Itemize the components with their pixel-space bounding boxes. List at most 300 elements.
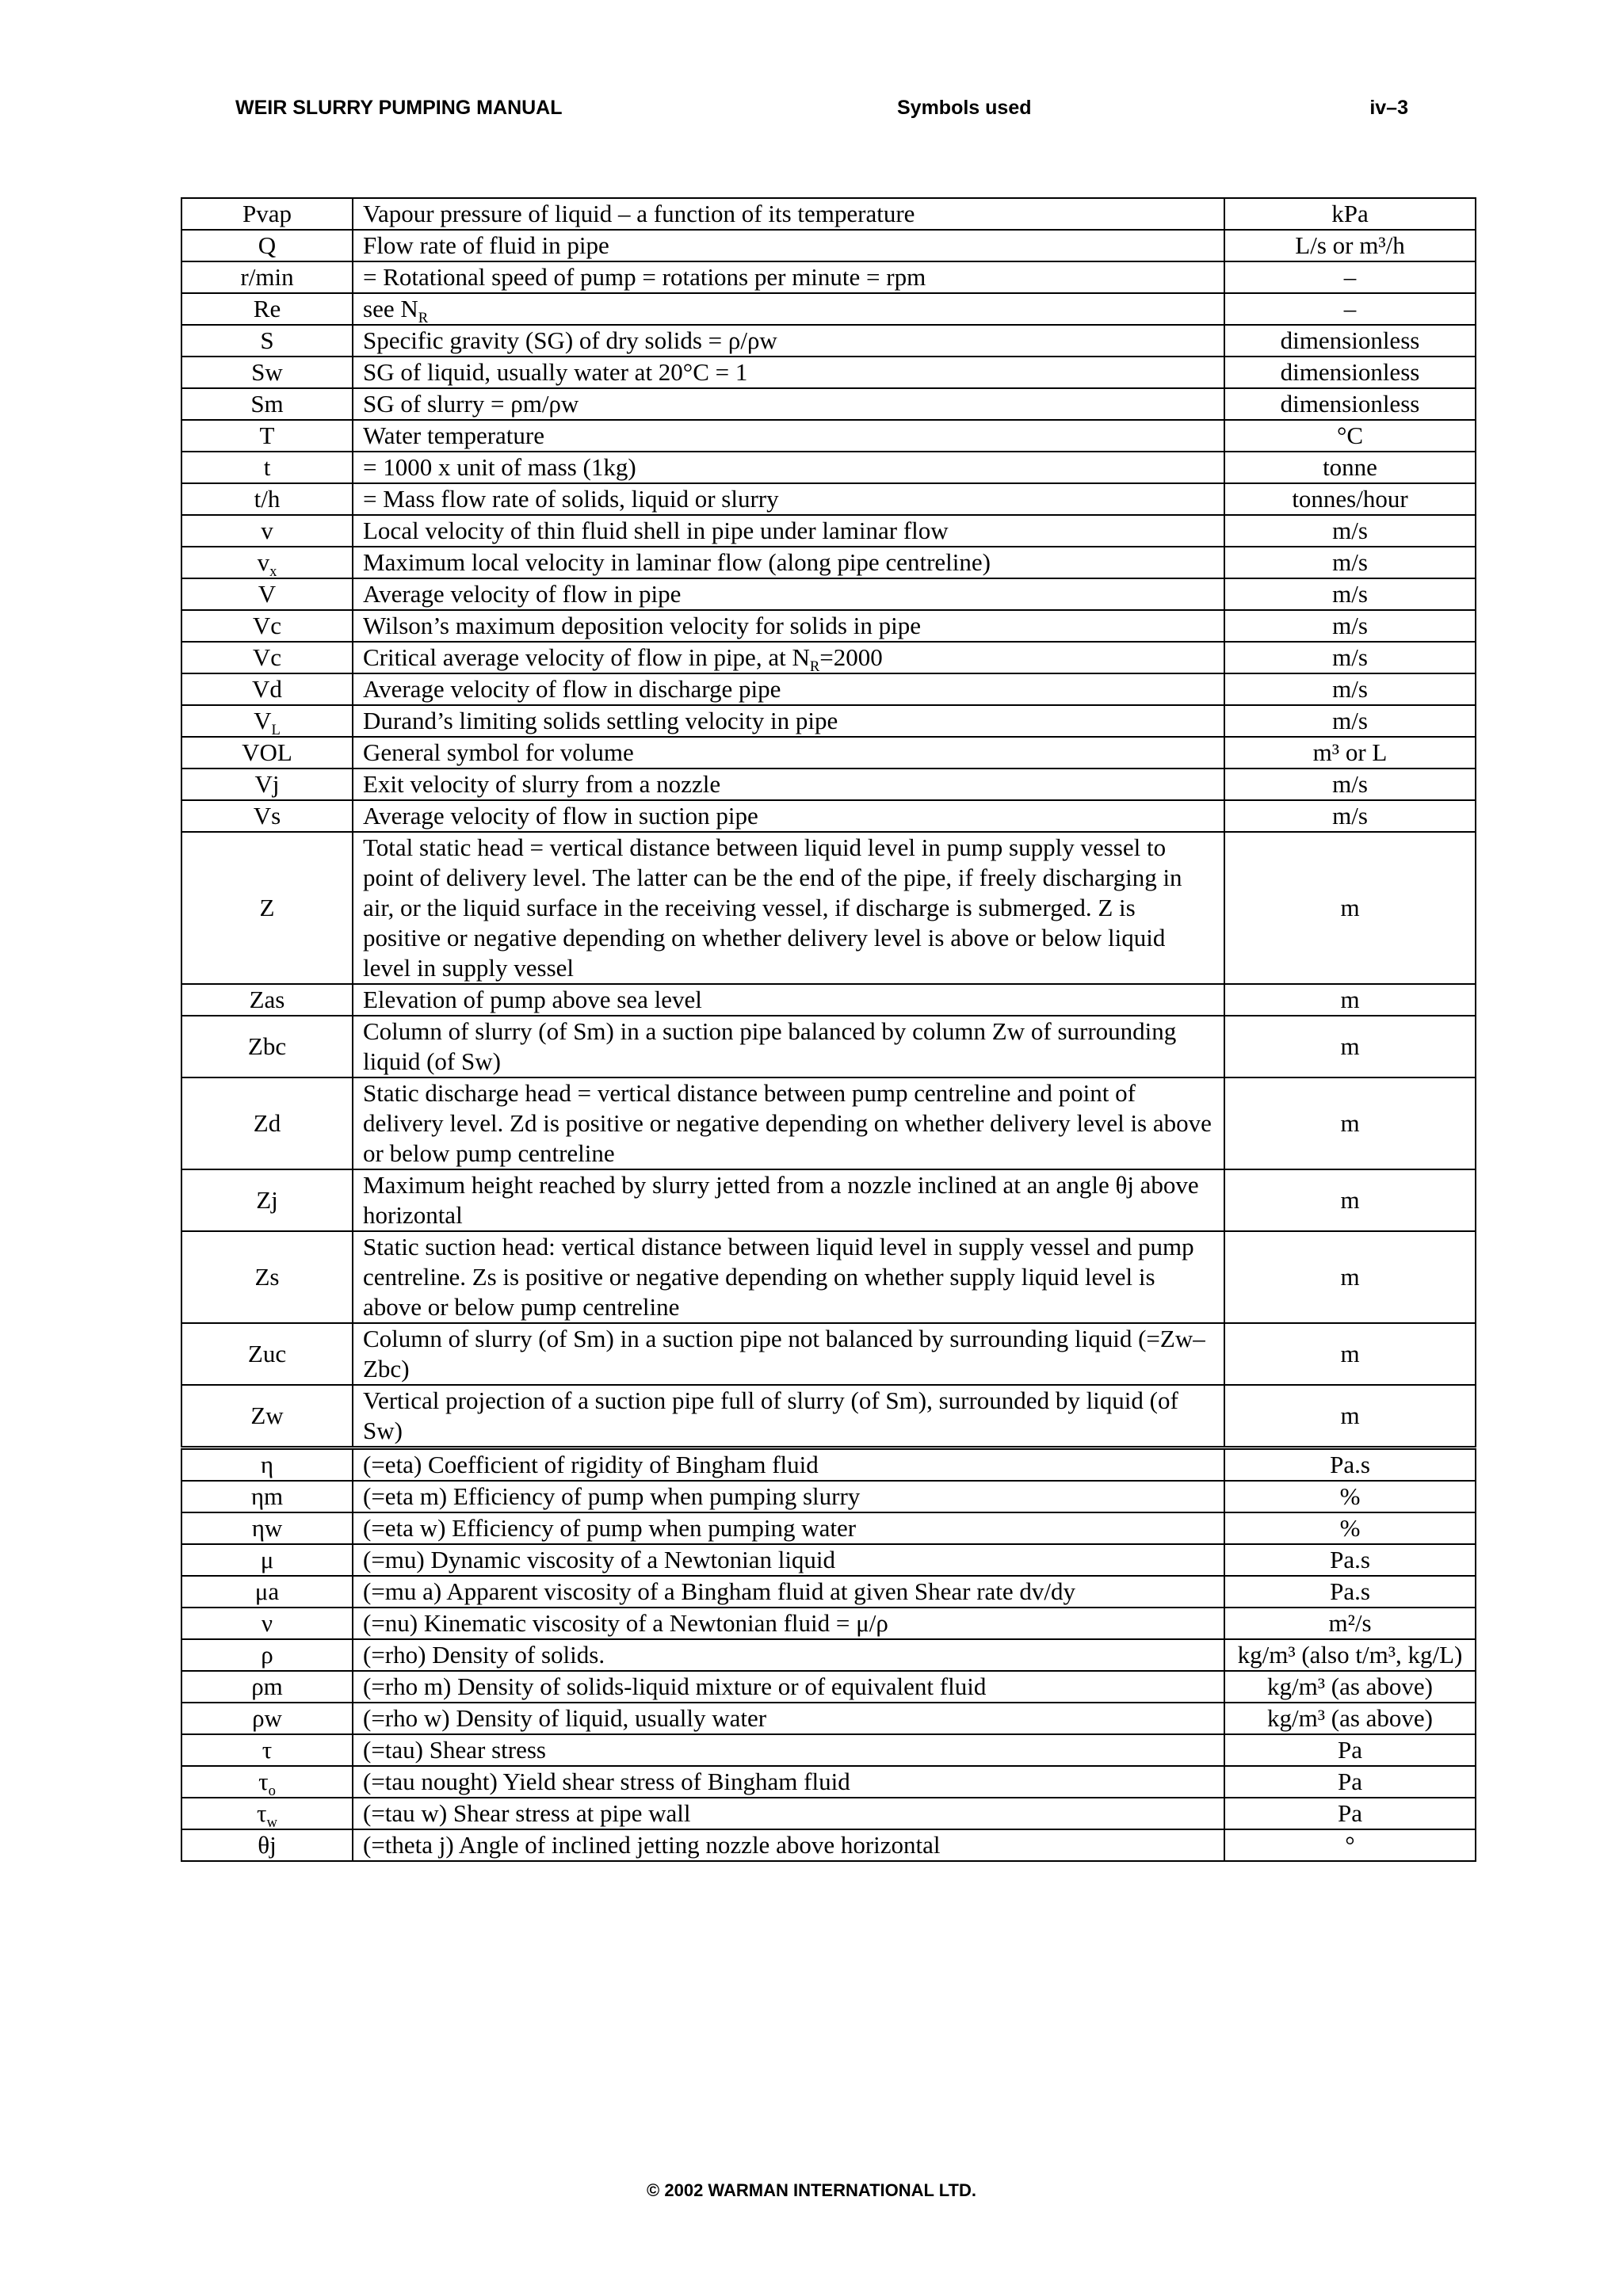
symbol-text: μa — [254, 1577, 280, 1605]
description-cell — [353, 737, 1224, 769]
description-text: Specific gravity (SG) of dry solids = ρ/ρw — [363, 326, 777, 354]
copyright-footer: © 2002 WARMAN INTERNATIONAL LTD. — [647, 2180, 976, 2200]
manual-title: WEIR SLURRY PUMPING MANUAL — [235, 97, 563, 119]
unit-cell — [1224, 705, 1476, 737]
unit-cell — [1224, 420, 1476, 452]
description-text: (=tau w) Shear stress at pipe wall — [363, 1799, 691, 1827]
description-cell — [353, 1544, 1224, 1576]
symbol-text: Zs — [254, 1263, 280, 1291]
symbol-cell — [181, 673, 353, 705]
unit-text: Pa.s — [1330, 1451, 1370, 1478]
symbol-subscript: w — [266, 1814, 277, 1832]
symbol-text: Sw — [251, 358, 283, 386]
symbol-cell — [181, 357, 353, 388]
symbol-text: τ — [258, 1768, 269, 1795]
symbol-text: Sm — [250, 390, 284, 418]
page-number: iv–3 — [1369, 97, 1408, 119]
symbol-cell — [181, 1016, 353, 1077]
unit-text: m — [1340, 1032, 1360, 1060]
unit-text: dimensionless — [1280, 390, 1420, 418]
symbol-text: ηm — [250, 1482, 284, 1510]
description-tail: =2000 — [819, 643, 883, 671]
symbol-text: τ — [257, 1799, 267, 1827]
unit-cell — [1224, 832, 1476, 984]
description-cell — [353, 642, 1224, 676]
description-cell — [353, 800, 1224, 832]
description-text: (=eta w) Efficiency of pump when pumping water — [363, 1514, 857, 1542]
symbol-text: V — [258, 580, 277, 608]
description-text: Column of slurry (of Sm) in a suction pipe balanced by column Zw of surrounding liquid (of Sw) — [363, 1017, 1177, 1075]
table-row — [181, 1703, 1476, 1734]
unit-text: m/s — [1332, 643, 1368, 671]
description-text: Critical average velocity of flow in pipe, at N — [363, 643, 810, 671]
description-cell — [353, 388, 1224, 420]
description-text: Average velocity of flow in pipe — [363, 580, 682, 608]
unit-text: Pa — [1338, 1768, 1362, 1795]
symbol-text: Z — [259, 894, 275, 921]
unit-text: Pa — [1338, 1799, 1362, 1827]
symbol-cell — [181, 261, 353, 293]
symbol-cell — [181, 578, 353, 610]
table-row — [181, 1544, 1476, 1576]
description-cell — [353, 673, 1224, 705]
symbol-cell — [181, 198, 353, 230]
description-text: Vertical projection of a suction pipe full of slurry (of Sm), surrounded by liquid (of Sw) — [363, 1386, 1178, 1444]
symbol-cell — [181, 1481, 353, 1512]
symbol-text: η — [260, 1451, 274, 1478]
unit-cell — [1224, 1734, 1476, 1766]
table-row — [181, 1671, 1476, 1703]
table-row — [181, 452, 1476, 483]
description-cell — [353, 832, 1224, 984]
symbol-cell — [181, 388, 353, 420]
symbol-text: Zd — [253, 1109, 281, 1137]
description-text: = Rotational speed of pump = rotations per minute = rpm — [363, 263, 926, 291]
description-cell — [353, 1231, 1224, 1323]
unit-text: m — [1340, 1263, 1360, 1291]
symbol-text: v — [257, 548, 270, 576]
description-cell — [353, 1323, 1224, 1385]
unit-text: Pa.s — [1330, 1546, 1370, 1573]
section-title: Symbols used — [897, 97, 1032, 119]
description-text: Elevation of pump above sea level — [363, 986, 702, 1013]
symbol-cell — [181, 547, 353, 581]
description-text: see N — [363, 295, 418, 322]
unit-cell — [1224, 642, 1476, 673]
symbol-text: t/h — [254, 485, 281, 513]
symbol-text: Zw — [250, 1402, 284, 1429]
unit-cell — [1224, 1671, 1476, 1703]
symbol-cell — [181, 1385, 353, 1448]
table-row — [181, 483, 1476, 515]
description-text: Column of slurry (of Sm) in a suction pipe not balanced by surrounding liquid (=Zw–Zbc) — [363, 1325, 1205, 1383]
table-row — [181, 1323, 1476, 1385]
symbol-text: Zj — [256, 1186, 278, 1214]
unit-cell — [1224, 1544, 1476, 1576]
description-cell — [353, 198, 1224, 230]
symbol-cell — [181, 1169, 353, 1231]
description-text: Total static head = vertical distance between liquid level in pump supply vessel to point of delivery level. The latter can be the end of the pipe, if freely discharging in air, or the liquid surface in the receiving vessel, if discharge is submerged. Z is positive or negative depending on whether delivery level is above or below liquid level in supply vessel — [363, 833, 1182, 982]
description-text: Durand’s limiting solids settling velocity in pipe — [363, 707, 838, 734]
unit-cell — [1224, 984, 1476, 1016]
unit-cell — [1224, 1231, 1476, 1323]
symbol-cell — [181, 420, 353, 452]
symbol-cell — [181, 984, 353, 1016]
description-text: SG of liquid, usually water at 20°C = 1 — [363, 358, 748, 386]
symbol-cell — [181, 1231, 353, 1323]
symbol-cell — [181, 1703, 353, 1734]
unit-text: m/s — [1332, 802, 1368, 830]
unit-text: – — [1343, 295, 1357, 322]
description-cell — [353, 1576, 1224, 1608]
unit-cell — [1224, 261, 1476, 293]
table-row — [181, 769, 1476, 800]
symbol-cell — [181, 642, 353, 673]
unit-text: °C — [1336, 421, 1364, 449]
description-cell — [353, 705, 1224, 737]
table-row — [181, 1734, 1476, 1766]
unit-text: tonnes/hour — [1292, 485, 1408, 513]
description-cell — [353, 547, 1224, 578]
description-cell — [353, 357, 1224, 388]
description-text: Average velocity of flow in suction pipe — [363, 802, 758, 830]
table-row — [181, 832, 1476, 984]
symbol-cell — [181, 452, 353, 483]
table-row — [181, 198, 1476, 230]
description-text: Water temperature — [363, 421, 545, 449]
unit-text: dimensionless — [1280, 358, 1420, 386]
description-text: (=tau) Shear stress — [363, 1736, 546, 1764]
symbol-cell — [181, 1734, 353, 1766]
description-text: Static discharge head = vertical distance between pump centreline and point of delivery level. Zd is positive or negative depending on whether delivery level is above or below pump centreline — [363, 1079, 1212, 1167]
symbols-table-body — [181, 198, 1476, 1861]
unit-text: ° — [1345, 1831, 1355, 1859]
symbol-text: ρ — [261, 1641, 273, 1669]
unit-cell — [1224, 1481, 1476, 1512]
unit-text: L/s or m³/h — [1295, 231, 1405, 259]
unit-cell — [1224, 1448, 1476, 1482]
table-row — [181, 578, 1476, 610]
description-text: (=theta j) Angle of inclined jetting nozzle above horizontal — [363, 1831, 941, 1859]
description-text: Static suction head: vertical distance between liquid level in supply vessel and pump centreline. Zs is positive or negative depending on whether supply liquid level is above or below pump centreline — [363, 1233, 1194, 1321]
unit-cell — [1224, 483, 1476, 515]
unit-text: kg/m³ (as above) — [1266, 1704, 1433, 1732]
description-cell — [353, 1734, 1224, 1766]
symbol-cell — [181, 1766, 353, 1798]
unit-text: m/s — [1332, 548, 1368, 576]
description-cell — [353, 1766, 1224, 1798]
symbol-cell — [181, 325, 353, 357]
symbol-cell — [181, 832, 353, 984]
description-cell — [353, 483, 1224, 515]
unit-text: m — [1340, 1109, 1360, 1137]
unit-cell — [1224, 1323, 1476, 1385]
description-text: (=tau nought) Yield shear stress of Bingham fluid — [363, 1768, 850, 1795]
symbol-cell — [181, 1077, 353, 1169]
description-cell — [353, 420, 1224, 452]
symbol-cell — [181, 1639, 353, 1671]
unit-cell — [1224, 769, 1476, 800]
table-row — [181, 1169, 1476, 1231]
unit-text: kPa — [1331, 200, 1369, 227]
unit-cell — [1224, 1512, 1476, 1544]
table-row — [181, 420, 1476, 452]
description-text: Maximum local velocity in laminar flow (along pipe centreline) — [363, 548, 991, 576]
table-row — [181, 1385, 1476, 1448]
symbol-text: Zuc — [247, 1340, 287, 1367]
unit-cell — [1224, 1385, 1476, 1448]
unit-text: m/s — [1332, 580, 1368, 608]
table-row — [181, 642, 1476, 673]
table-row — [181, 1481, 1476, 1512]
unit-text: Pa — [1338, 1736, 1362, 1764]
symbol-text: Vj — [254, 770, 280, 798]
symbol-cell — [181, 705, 353, 737]
description-cell — [353, 1703, 1224, 1734]
description-text: Local velocity of thin fluid shell in pipe under laminar flow — [363, 517, 949, 544]
description-cell — [353, 1077, 1224, 1169]
description-text: (=nu) Kinematic viscosity of a Newtonian fluid = μ/ρ — [363, 1609, 888, 1637]
description-cell — [353, 1448, 1224, 1482]
unit-cell — [1224, 1576, 1476, 1608]
symbol-cell — [181, 737, 353, 769]
description-text: Flow rate of fluid in pipe — [363, 231, 609, 259]
symbol-text: ρm — [251, 1672, 283, 1700]
description-text: (=eta) Coefficient of rigidity of Bingham fluid — [363, 1451, 819, 1478]
table-row — [181, 705, 1476, 737]
symbol-cell — [181, 293, 353, 325]
unit-text: m³ or L — [1312, 738, 1388, 766]
table-row — [181, 1798, 1476, 1829]
description-cell — [353, 325, 1224, 357]
symbol-cell — [181, 483, 353, 515]
description-cell — [353, 1481, 1224, 1512]
symbol-text: τ — [262, 1736, 273, 1764]
description-subscript: R — [418, 310, 429, 327]
unit-text: kg/m³ (also t/m³, kg/L) — [1237, 1641, 1463, 1669]
table-row — [181, 1016, 1476, 1077]
unit-cell — [1224, 293, 1476, 325]
description-text: (=mu a) Apparent viscosity of a Bingham fluid at given Shear rate dv/dy — [363, 1577, 1076, 1605]
symbol-cell — [181, 230, 353, 261]
table-row — [181, 1512, 1476, 1544]
description-cell — [353, 1512, 1224, 1544]
description-text: (=rho) Density of solids. — [363, 1641, 605, 1669]
symbol-cell — [181, 1512, 353, 1544]
unit-cell — [1224, 1608, 1476, 1639]
description-cell — [353, 1829, 1224, 1861]
unit-cell — [1224, 230, 1476, 261]
description-cell — [353, 261, 1224, 293]
table-row — [181, 1077, 1476, 1169]
unit-cell — [1224, 737, 1476, 769]
symbol-cell — [181, 1448, 353, 1482]
unit-cell — [1224, 1077, 1476, 1169]
table-row — [181, 610, 1476, 642]
symbol-cell — [181, 1829, 353, 1861]
table-row — [181, 673, 1476, 705]
table-row — [181, 261, 1476, 293]
unit-cell — [1224, 357, 1476, 388]
symbol-cell — [181, 1798, 353, 1832]
description-subscript: R — [809, 658, 820, 676]
symbol-subscript: o — [268, 1783, 276, 1800]
table-row — [181, 547, 1476, 578]
symbol-cell — [181, 800, 353, 832]
unit-cell — [1224, 578, 1476, 610]
symbol-text: ρw — [252, 1704, 282, 1732]
table-row — [181, 800, 1476, 832]
table-row — [181, 325, 1476, 357]
unit-text: kg/m³ (as above) — [1266, 1672, 1433, 1700]
symbol-cell — [181, 1576, 353, 1608]
unit-text: m — [1340, 1402, 1360, 1429]
description-cell — [353, 1671, 1224, 1703]
unit-text: m/s — [1332, 612, 1368, 639]
table-row — [181, 357, 1476, 388]
unit-text: m/s — [1332, 517, 1368, 544]
symbol-cell — [181, 769, 353, 800]
description-text: (=mu) Dynamic viscosity of a Newtonian liquid — [363, 1546, 836, 1573]
table-row — [181, 1576, 1476, 1608]
symbol-text: μ — [260, 1546, 274, 1573]
description-cell — [353, 984, 1224, 1016]
unit-text: % — [1339, 1482, 1361, 1510]
symbol-text: T — [259, 421, 275, 449]
description-text: General symbol for volume — [363, 738, 634, 766]
table-row — [181, 1766, 1476, 1798]
symbol-subscript: x — [269, 563, 277, 581]
unit-text: m²/s — [1328, 1609, 1372, 1637]
unit-cell — [1224, 388, 1476, 420]
unit-text: dimensionless — [1280, 326, 1420, 354]
symbol-cell — [181, 1323, 353, 1385]
description-cell — [353, 230, 1224, 261]
table-row — [181, 1231, 1476, 1323]
symbol-cell — [181, 515, 353, 547]
unit-text: m/s — [1332, 770, 1368, 798]
unit-cell — [1224, 452, 1476, 483]
table-row — [181, 1639, 1476, 1671]
unit-cell — [1224, 325, 1476, 357]
description-cell — [353, 1169, 1224, 1231]
description-cell — [353, 293, 1224, 325]
description-cell — [353, 1385, 1224, 1448]
table-row — [181, 293, 1476, 325]
unit-cell — [1224, 610, 1476, 642]
description-cell — [353, 1608, 1224, 1639]
description-text: SG of slurry = ρm/ρw — [363, 390, 579, 418]
unit-cell — [1224, 1016, 1476, 1077]
symbol-text: v — [261, 517, 273, 544]
unit-cell — [1224, 1703, 1476, 1734]
symbol-text: t — [263, 453, 271, 481]
symbol-text: Zas — [249, 986, 285, 1013]
unit-text: % — [1339, 1514, 1361, 1542]
unit-cell — [1224, 1169, 1476, 1231]
unit-text: Pa.s — [1330, 1577, 1370, 1605]
description-cell — [353, 1639, 1224, 1671]
description-text: Exit velocity of slurry from a nozzle — [363, 770, 721, 798]
symbol-text: Re — [253, 295, 281, 322]
table-row — [181, 1829, 1476, 1861]
symbol-text: Vc — [252, 643, 282, 671]
table-row — [181, 388, 1476, 420]
symbol-text: S — [260, 326, 274, 354]
unit-cell — [1224, 800, 1476, 832]
symbol-text: VOL — [242, 738, 292, 766]
symbol-text: Zbc — [247, 1032, 287, 1060]
description-cell — [353, 1016, 1224, 1077]
symbol-text: θj — [258, 1831, 277, 1859]
description-text: Wilson’s maximum deposition velocity for solids in pipe — [363, 612, 921, 639]
table-row — [181, 1448, 1476, 1482]
unit-text: tonne — [1323, 453, 1377, 481]
symbol-text: r/min — [240, 263, 294, 291]
symbol-cell — [181, 1544, 353, 1576]
description-text: = 1000 x unit of mass (1kg) — [363, 453, 636, 481]
unit-cell — [1224, 515, 1476, 547]
description-text: Maximum height reached by slurry jetted from a nozzle inclined at an angle θj above horizontal — [363, 1171, 1199, 1229]
symbol-text: V — [254, 707, 272, 734]
symbol-text: ηw — [251, 1514, 283, 1542]
unit-cell — [1224, 547, 1476, 578]
unit-text: m — [1340, 894, 1360, 921]
symbol-cell — [181, 1671, 353, 1703]
description-text: (=rho m) Density of solids-liquid mixture or of equivalent fluid — [363, 1672, 987, 1700]
symbol-cell — [181, 1608, 353, 1639]
symbol-text: Q — [258, 231, 277, 259]
symbols-table — [181, 197, 1476, 1862]
table-row — [181, 230, 1476, 261]
symbol-cell — [181, 610, 353, 642]
unit-text: m — [1340, 1340, 1360, 1367]
unit-cell — [1224, 1639, 1476, 1671]
description-cell — [353, 578, 1224, 610]
unit-text: – — [1343, 263, 1357, 291]
symbol-text: ν — [261, 1609, 273, 1637]
page-header — [235, 97, 1408, 128]
description-cell — [353, 769, 1224, 800]
description-text: (=eta m) Efficiency of pump when pumping slurry — [363, 1482, 861, 1510]
description-text: = Mass flow rate of solids, liquid or slurry — [363, 485, 779, 513]
description-text: Average velocity of flow in discharge pipe — [363, 675, 781, 703]
symbol-text: Pvap — [242, 200, 292, 227]
description-cell — [353, 515, 1224, 547]
unit-text: m — [1340, 1186, 1360, 1214]
unit-cell — [1224, 673, 1476, 705]
description-text: Vapour pressure of liquid – a function of its temperature — [363, 200, 915, 227]
description-cell — [353, 610, 1224, 642]
description-cell — [353, 1798, 1224, 1829]
table-row — [181, 984, 1476, 1016]
description-text: (=rho w) Density of liquid, usually water — [363, 1704, 767, 1732]
symbol-subscript: L — [271, 722, 281, 739]
unit-text: m/s — [1332, 707, 1368, 734]
symbol-text: Vc — [252, 612, 282, 639]
description-cell — [353, 452, 1224, 483]
unit-cell — [1224, 198, 1476, 230]
unit-cell — [1224, 1798, 1476, 1829]
table-row — [181, 1608, 1476, 1639]
unit-text: m/s — [1332, 675, 1368, 703]
table-row — [181, 515, 1476, 547]
symbol-text: Vs — [253, 802, 281, 830]
symbol-text: Vd — [252, 675, 282, 703]
table-row — [181, 737, 1476, 769]
unit-cell — [1224, 1829, 1476, 1861]
unit-text: m — [1340, 986, 1360, 1013]
